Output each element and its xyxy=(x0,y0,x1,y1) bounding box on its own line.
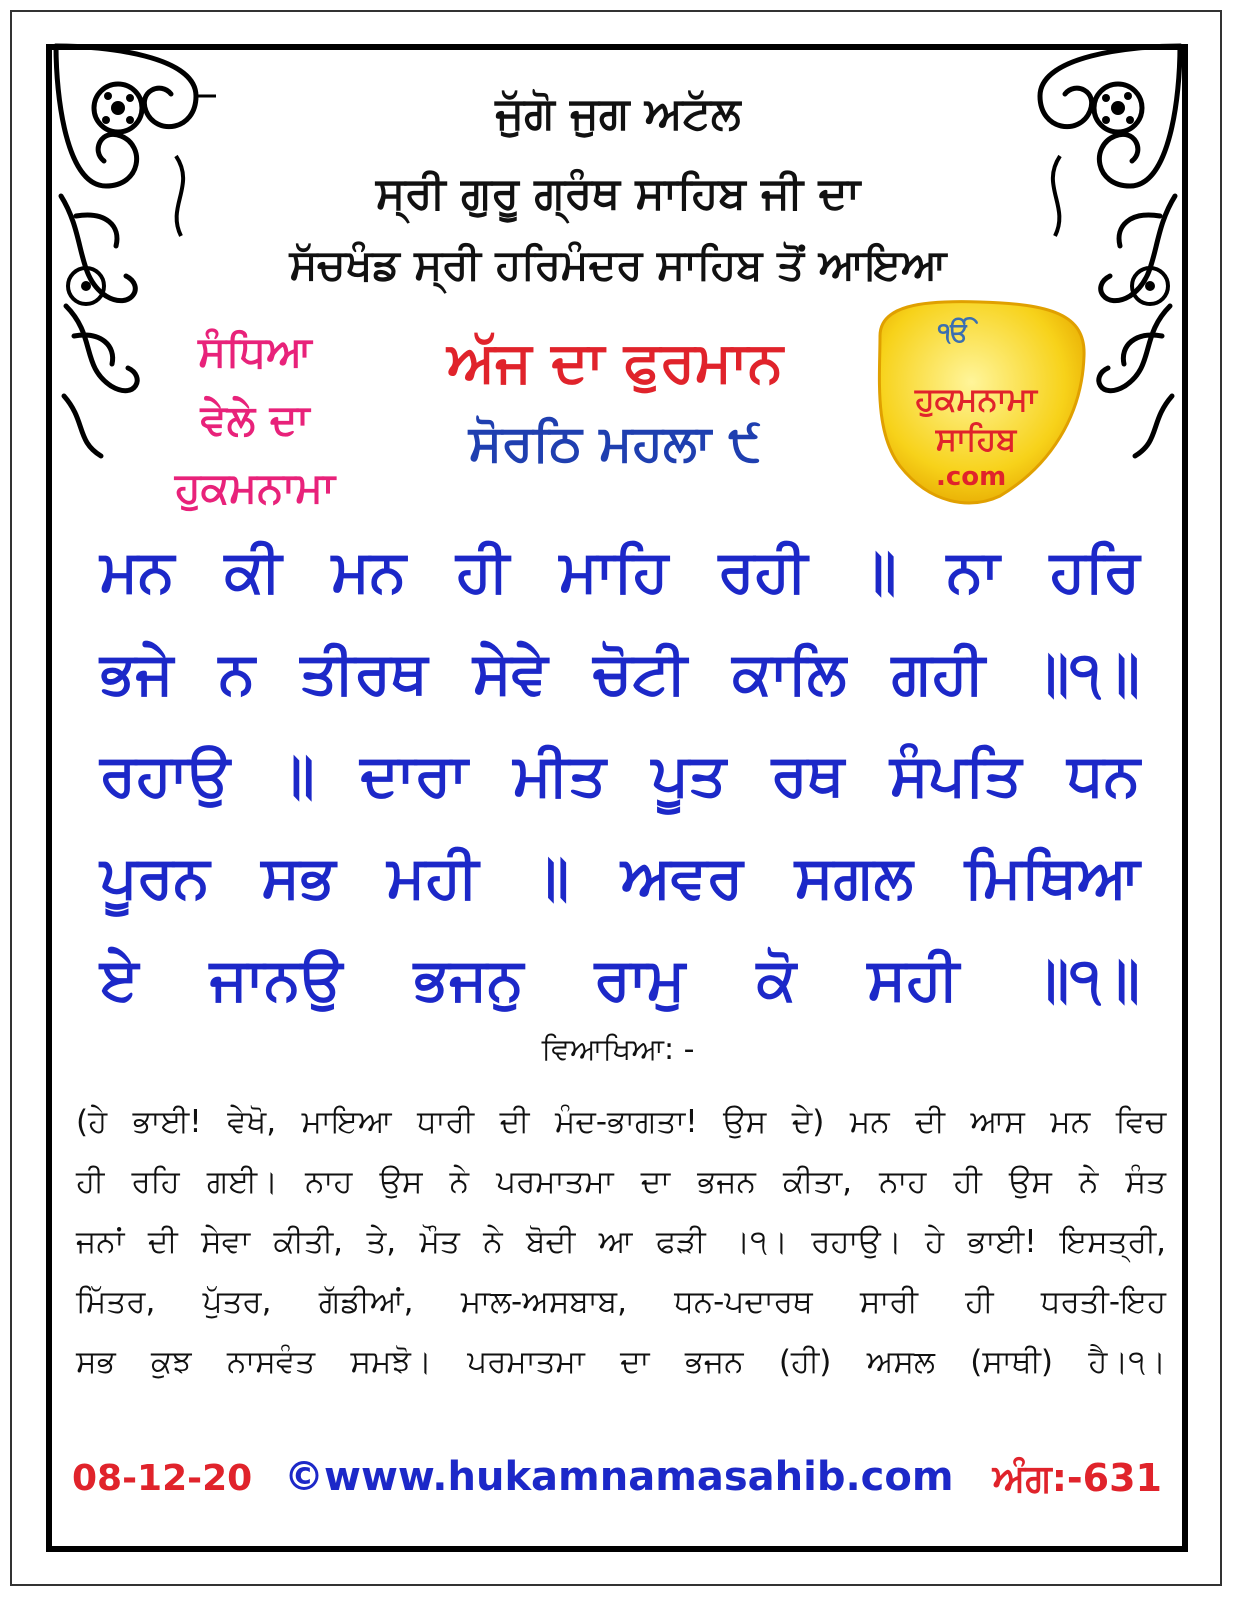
logo-suffix: .com xyxy=(936,462,1007,492)
evening-label-line: ਹੁਕਮਨਾਮਾ xyxy=(175,463,335,512)
footer-website-link[interactable]: ©www.hukamnamasahib.com xyxy=(284,1454,954,1500)
footer-ang-number: ਅੰਗ:-631 xyxy=(992,1456,1162,1500)
evening-label-line: ਸੰਧਿਆ xyxy=(198,327,312,376)
evening-label-line: ਵੇਲੇ ਦਾ xyxy=(200,395,310,444)
footer-date: 08-12-20 xyxy=(72,1458,253,1499)
explanation-line: ਜਨਾਂ ਦੀ ਸੇਵਾ ਕੀਤੀ, ਤੇ, ਮੌਤ ਨੇ ਬੋਦੀ ਆ ਫੜੀ ।੧। ਰਹਾਉ। ਹੇ ਭਾਈ! ਇਸਤ੍ਰੀ, xyxy=(76,1224,1166,1260)
header-line-1: ਜੁੱਗੋ ਜੁਗ ਅਟੱਲ xyxy=(495,88,741,139)
gurbani-line: ਏ ਜਾਨਉ ਭਜਨੁ ਰਾਮੁ ਕੋ ਸਹੀ ॥੧॥ xyxy=(100,945,1140,1013)
gurbani-line: ਰਹਾਉ ॥ ਦਾਰਾ ਮੀਤ ਪੂਤ ਰਥ ਸੰਪਤਿ ਧਨ xyxy=(100,741,1140,809)
logo-line-2: ਸਾਹਿਬ xyxy=(935,420,1017,458)
explanation-line: ਸਭ ਕੁਝ ਨਾਸਵੰਤ ਸਮਝੋ। ਪਰਮਾਤਮਾ ਦਾ ਭਜਨ (ਹੀ) ਅਸਲ (ਸਾਥੀ) ਹੈ।੧। xyxy=(76,1344,1166,1380)
evening-hukamnama-label xyxy=(150,318,360,522)
page-title: ਅੱਜ ਦਾ ਫੁਰਮਾਨ xyxy=(447,330,783,395)
explanation-line: ਮਿੱਤਰ, ਪੁੱਤਰ, ਗੱਡੀਆਂ, ਮਾਲ-ਅਸਬਾਬ, ਧਨ-ਪਦਾਰਥ ਸਾਰੀ ਹੀ ਧਰਤੀ-ਇਹ xyxy=(76,1284,1166,1320)
raag-heading: ਸੋਰਠਿ ਮਹਲਾ ੯ xyxy=(468,414,762,472)
explanation-line: ਹੀ ਰਹਿ ਗਈ। ਨਾਹ ਉਸ ਨੇ ਪਰਮਾਤਮਾ ਦਾ ਭਜਨ ਕੀਤਾ, ਨਾਹ ਹੀ ਉਸ ਨੇ ਸੰਤ xyxy=(76,1164,1166,1200)
logo-line-1: ਹੁਕਮਨਾਮਾ xyxy=(915,380,1037,418)
explanation-text xyxy=(76,1092,1166,1392)
footer xyxy=(72,1452,1162,1512)
gurbani-line: ਪੂਰਨ ਸਭ ਮਹੀ ॥ ਅਵਰ ਸਗਲ ਮਿਥਿਆ xyxy=(100,843,1140,911)
header-line-2: ਸ੍ਰੀ ਗੁਰੂ ਗ੍ਰੰਥ ਸਾਹਿਬ ਜੀ ਦਾ xyxy=(375,168,861,219)
gurbani-text xyxy=(100,520,1140,1030)
hukamnama-sahib-logo xyxy=(860,296,1092,508)
explanation-line: (ਹੇ ਭਾਈ! ਵੇਖੋ, ਮਾਇਆ ਧਾਰੀ ਦੀ ਮੰਦ-ਭਾਗਤਾ! ਉਸ ਦੇ) ਮਨ ਦੀ ਆਸ ਮਨ ਵਿਚ xyxy=(76,1104,1166,1140)
gurbani-line: ਭਜੇ ਨ ਤੀਰਥ ਸੇਵੇ ਚੋਟੀ ਕਾਲਿ ਗਹੀ ॥੧॥ xyxy=(100,639,1140,707)
ik-onkar-icon: ੴ xyxy=(938,318,970,348)
explanation-heading: ਵਿਆਖਿਆ: - xyxy=(541,1032,695,1067)
header-line-3: ਸੱਚਖੰਡ ਸ੍ਰੀ ਹਰਿਮੰਦਰ ਸਾਹਿਬ ਤੋਂ ਆਇਆ xyxy=(289,240,947,289)
gurbani-line: ਮਨ ਕੀ ਮਨ ਹੀ ਮਾਹਿ ਰਹੀ ॥ ਨਾ ਹਰਿ xyxy=(100,537,1140,605)
